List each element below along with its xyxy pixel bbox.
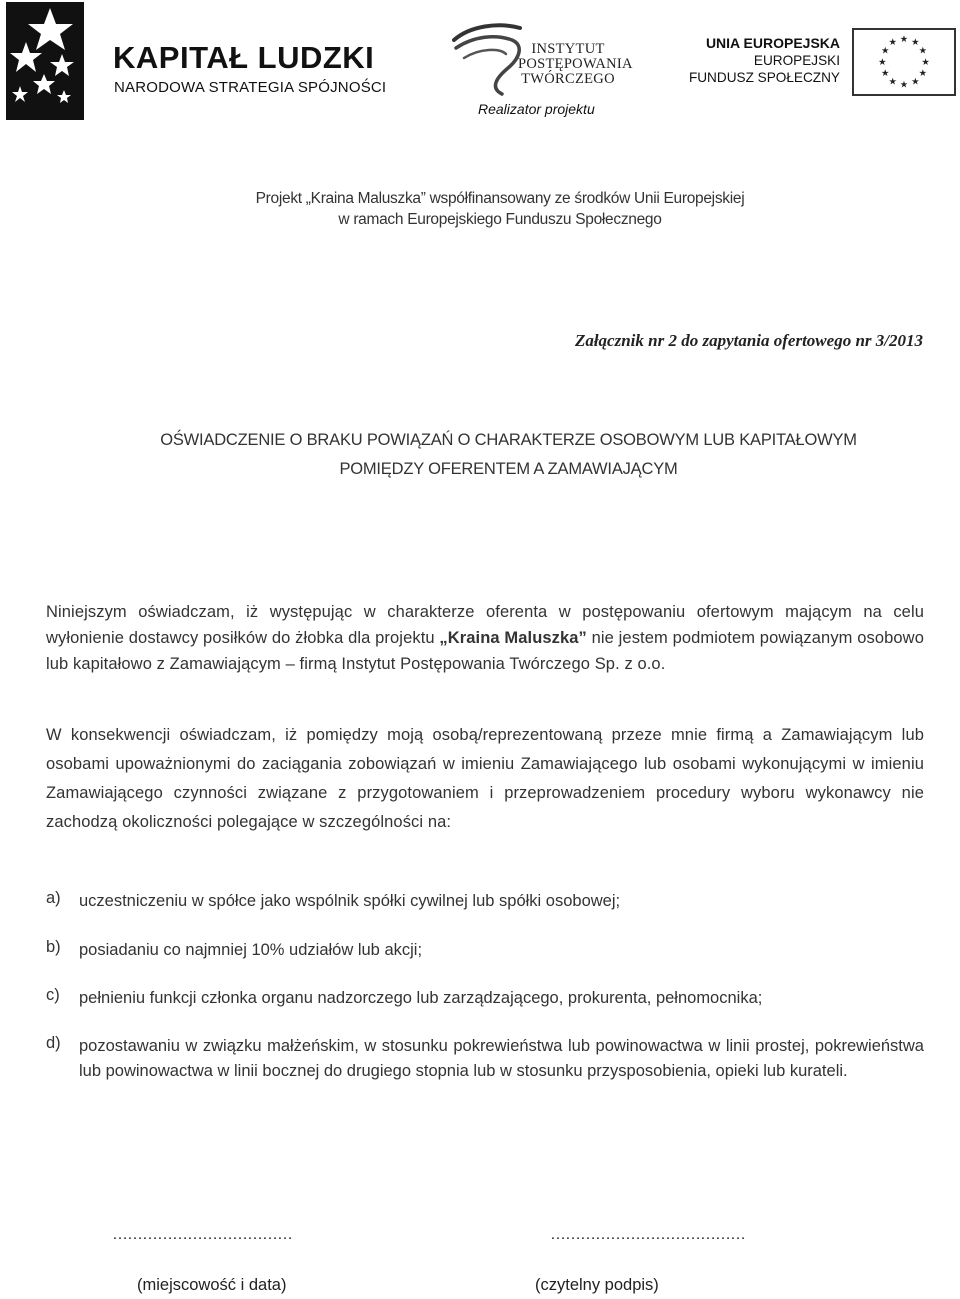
list-item: [46, 938, 924, 963]
list-item-label: d): [46, 1034, 61, 1052]
svg-text:★: ★: [918, 45, 928, 57]
svg-text:★: ★: [899, 34, 909, 46]
list-item-text: uczestniczeniu w spółce jako wspólnik spółki cywilnej lub spółki osobowej;: [79, 892, 621, 910]
kapital-ludzki-logo: [6, 2, 386, 122]
svg-text:★: ★: [880, 45, 890, 57]
kapital-ludzki-subtitle: NARODOWA STRATEGIA SPÓJNOŚCI: [114, 79, 387, 96]
list-item-label: c): [46, 986, 60, 1004]
declaration-paragraph: [46, 599, 924, 677]
list-item-text: pozostawaniu w związku małżeńskim, w stosunku pokrewieństwa lub powinowactwa w linii prostej, pokrewieństwa lub powinowactwa w linii bocznej do drugiego stopnia lub w stosunku przysposobienia, opieki lub kurateli.: [79, 1037, 924, 1080]
kapital-ludzki-stars-icon: [6, 2, 84, 120]
place-date-line: ………………………………: [112, 1226, 292, 1243]
svg-text:★: ★: [911, 76, 920, 88]
svg-text:★: ★: [899, 79, 909, 91]
ue-line3: FUNDUSZ SPOŁECZNY: [688, 70, 840, 85]
signature-line: …………………………………: [550, 1226, 745, 1243]
list-item: [46, 889, 924, 914]
instytut-logo: [450, 18, 633, 98]
document-title-line2: POMIĘDZY OFERENTEM A ZAMAWIAJĄCYM: [339, 460, 678, 478]
list-item-label: b): [46, 938, 61, 956]
document-title: [0, 426, 960, 484]
project-name-bold: „Kraina Maluszka”: [439, 629, 587, 647]
signature-label: (czytelny podpis): [535, 1276, 659, 1294]
project-line2: w ramach Europejskiego Funduszu Społecznego: [338, 211, 662, 228]
svg-text:★: ★: [921, 56, 930, 68]
document-title-line1: OŚWIADCZENIE O BRAKU POWIĄZAŃ O CHARAKTERZE OSOBOWYM LUB KAPITAŁOWYM: [160, 431, 857, 449]
svg-text:★: ★: [888, 76, 897, 88]
instytut-name: [518, 41, 633, 87]
kapital-ludzki-title: KAPITAŁ LUDZKI: [113, 40, 375, 75]
svg-text:★: ★: [911, 37, 920, 49]
list-item-text: pełnieniu funkcji członka organu nadzorczego lub zarządzającego, prokurenta, pełnomocnika;: [79, 989, 763, 1007]
ue-line1: UNIA EUROPEJSKA: [705, 35, 840, 51]
instytut-line1: INSTYTUT: [531, 41, 605, 57]
consequence-paragraph: W konsekwencji oświadczam, iż pomiędzy moją osobą/reprezentowaną przeze mnie firmą a Zamawiającym lub osobami upoważnionymi do zaciągania zobowiązań w imieniu Zamawiającego lub osobami wykonującymi w imieniu Zamawiającego czynności związane z przygotowaniem i przeprowadzeniem procedury wyboru wykonawcy nie zachodzą okoliczności polegające w szczególności na:: [46, 726, 924, 831]
project-info: [0, 188, 960, 230]
svg-text:★: ★: [880, 68, 890, 80]
declaration-text-start: Niniejszym oświadczam, iż występując w charakterze oferenta w postępowaniu ofertowym mającym na celu wyłonienie dostawcy posiłków do żłobka dla projektu: [46, 603, 924, 647]
svg-text:★: ★: [918, 68, 928, 80]
ue-line2: EUROPEJSKI: [753, 53, 840, 68]
unia-europejska-logo: [688, 28, 960, 98]
declaration-text-end: nie jestem podmiotem powiązanym osobowo lub kapitałowo z Zamawiającym – firmą Instytut Postępowania Twórczego Sp. z o.o.: [46, 629, 924, 673]
eu-flag-icon: [852, 28, 956, 96]
list-item: [46, 1034, 924, 1084]
list-item-label: a): [46, 889, 61, 907]
realizator-caption: Realizator projektu: [478, 101, 595, 117]
place-date-label: (miejscowość i data): [137, 1276, 287, 1294]
instytut-line2: POSTĘPOWANIA: [518, 56, 633, 72]
instytut-line3: TWÓRCZEGO: [521, 71, 615, 87]
unia-europejska-text: [689, 35, 840, 86]
list-item: [46, 986, 924, 1011]
annex-reference: Załącznik nr 2 do zapytania ofertowego nr 3/2013: [574, 331, 923, 350]
svg-text:★: ★: [888, 37, 897, 49]
list-item-text: posiadaniu co najmniej 10% udziałów lub akcji;: [79, 941, 423, 959]
project-line1: Projekt „Kraina Maluszka” współfinansowany ze środków Unii Europejskiej: [255, 190, 745, 207]
svg-text:★: ★: [878, 56, 887, 68]
